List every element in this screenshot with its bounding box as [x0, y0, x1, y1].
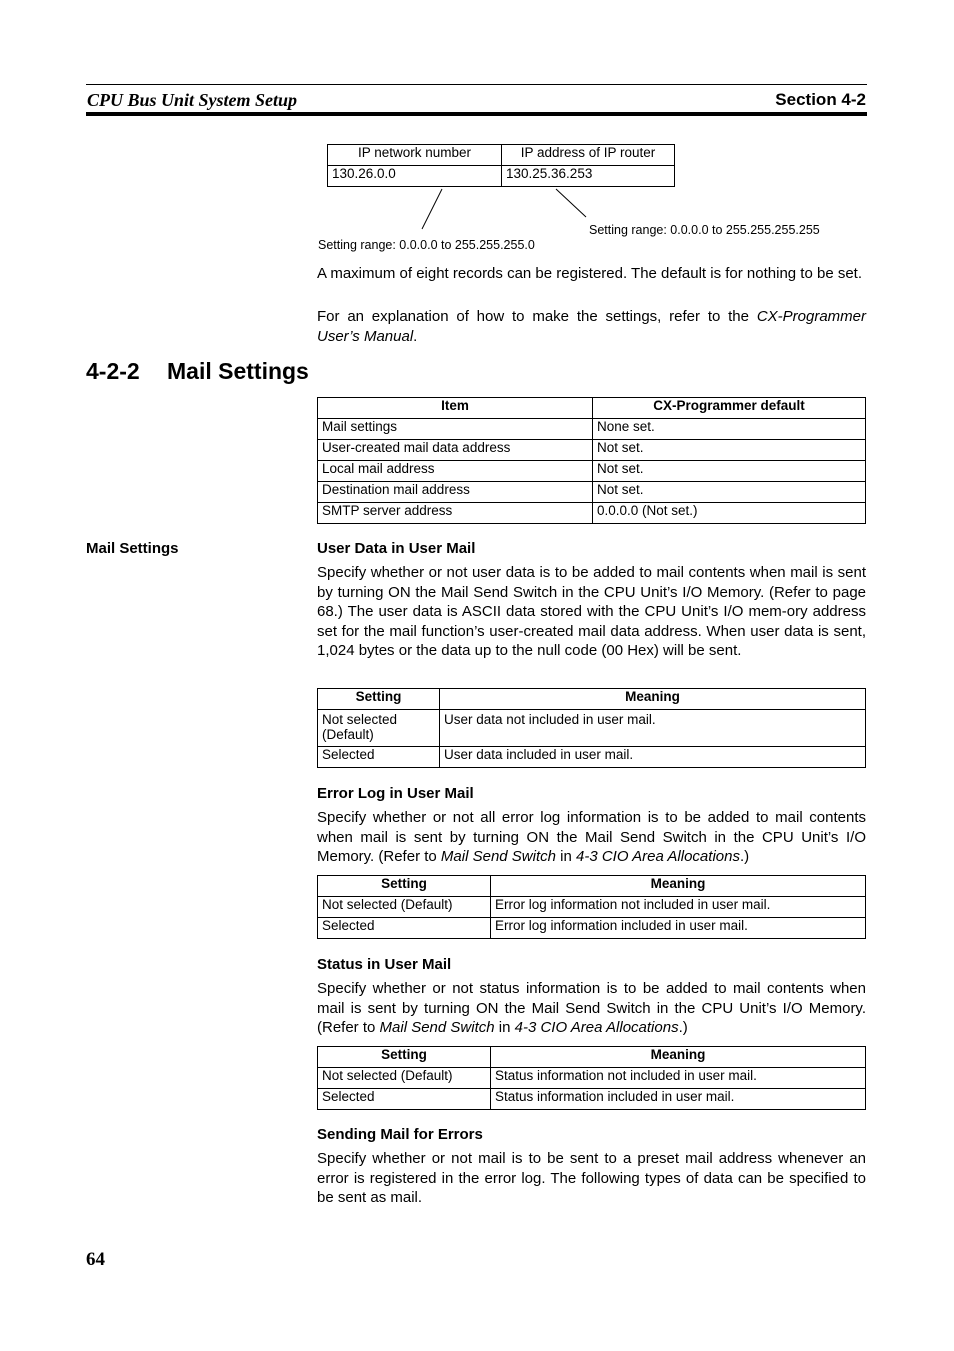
table-header-cell: CX-Programmer default: [593, 398, 866, 419]
table-header-cell: Item: [318, 398, 593, 419]
callout-lines: [0, 0, 954, 260]
user-data-paragraph: Specify whether or not user data is to be added to mail contents when mail is sent by turning ON the Mail Send Switch in the CPU Unit’s I/O Memory. (Refer to page 68.) The user data is ASCII data stored with the CPU Unit’s I/O mem-ory address set for the mail function’s user-created mail data address. When user data is sent, 1,024 bytes or the data up to the null code (00 Hex) will be sent.: [317, 564, 866, 660]
section-title: Mail Settings: [167, 358, 309, 384]
table-cell: Local mail address: [318, 461, 593, 482]
table-cell: Not set.: [593, 482, 866, 503]
table-cell: Selected: [318, 918, 491, 939]
table-cell: Selected: [318, 747, 440, 768]
section-heading: [86, 358, 309, 385]
callout-line-left: [422, 189, 442, 229]
table-cell: Destination mail address: [318, 482, 593, 503]
running-header-title: CPU Bus Unit System Setup: [87, 90, 298, 110]
reference: Mail Send Switch: [379, 1019, 495, 1037]
table-cell: 0.0.0.0 (Not set.): [593, 503, 866, 524]
reference: Mail Send Switch: [440, 848, 556, 866]
table-header-cell: IP address of IP router: [502, 145, 675, 166]
table-cell: Not selected (Default): [318, 1068, 491, 1089]
error-log-table: [317, 875, 866, 939]
table-cell: User data included in user mail.: [440, 747, 866, 768]
mail-settings-table: [317, 397, 866, 524]
table-header-cell: Setting: [318, 689, 440, 710]
table-header-cell: Setting: [318, 876, 491, 897]
subheading-error-log: Error Log in User Mail: [317, 785, 474, 802]
status-paragraph: [317, 979, 866, 1038]
setting-range-caption-right: Setting range: 0.0.0.0 to 255.255.255.255: [589, 223, 820, 237]
running-header-section: Section 4-2: [775, 90, 866, 109]
status-table: [317, 1046, 866, 1110]
table-cell: 130.25.36.253: [502, 166, 675, 187]
table-cell: Not set.: [593, 440, 866, 461]
table-cell: 130.26.0.0: [328, 166, 502, 187]
table-cell: User data not included in user mail.: [440, 710, 866, 747]
table-cell: User-created mail data address: [318, 440, 593, 461]
table-header-cell: IP network number: [328, 145, 502, 166]
table-cell: Not selected (Default): [318, 897, 491, 918]
text: .: [413, 327, 418, 345]
side-heading: Mail Settings: [86, 540, 179, 557]
manual-reference: CX-Programmer User’s Manual: [317, 308, 866, 345]
table-cell: Status information included in user mail.: [491, 1089, 866, 1110]
table-cell: Mail settings: [318, 419, 593, 440]
section-number: 4-2-2: [86, 358, 140, 384]
table-header-cell: Setting: [318, 1047, 491, 1068]
intro-paragraph-1: A maximum of eight records can be registered. The default is for nothing to be set.: [317, 265, 863, 282]
table-cell: Status information not included in user mail.: [491, 1068, 866, 1089]
text: Specify whether or not status information is to be added to mail contents when mail is sent by turning ON the Mail Send Switch in the CPU Unit’s I/O Memory. (Refer to: [317, 980, 866, 1037]
table-header-cell: Meaning: [440, 689, 866, 710]
text: Specify whether or not all error log information is to be added to mail contents when mail is sent by turning ON the Mail Send Switch in the CPU Unit’s I/O Memory. (Refer to: [317, 809, 866, 866]
text: For an explanation of how to make the settings, refer to the: [317, 308, 757, 325]
page-number: 64: [86, 1249, 105, 1270]
table-cell: Not selected (Default): [318, 710, 440, 747]
subheading-status: Status in User Mail: [317, 956, 452, 973]
table-cell: SMTP server address: [318, 503, 593, 524]
text: in: [555, 848, 576, 866]
callout-line-right: [556, 189, 586, 217]
setting-range-caption-left: Setting range: 0.0.0.0 to 255.255.255.0: [318, 238, 535, 252]
table-cell: Error log information not included in user mail.: [491, 897, 866, 918]
reference: 4-3 CIO Area Allocations: [576, 848, 740, 866]
table-cell: Selected: [318, 1089, 491, 1110]
subheading-user-data: User Data in User Mail: [317, 540, 476, 557]
text: in: [494, 1019, 515, 1037]
error-log-paragraph: [317, 808, 866, 867]
table-cell: None set.: [593, 419, 866, 440]
intro-paragraph-2: [317, 307, 866, 346]
sending-mail-paragraph: Specify whether or not mail is to be sent to a preset mail address whenever an error is registered in the error log. The following types of data can be specified to be sent as mail.: [317, 1150, 866, 1207]
table-header-cell: Meaning: [491, 1047, 866, 1068]
text: .): [678, 1019, 688, 1037]
text: .): [739, 848, 750, 866]
table-cell: Error log information included in user mail.: [491, 918, 866, 939]
table-cell: Not set.: [593, 461, 866, 482]
reference: 4-3 CIO Area Allocations: [514, 1019, 679, 1037]
user-data-table: [317, 688, 866, 768]
subheading-sending-mail: Sending Mail for Errors: [317, 1126, 483, 1143]
table-header-cell: Meaning: [491, 876, 866, 897]
